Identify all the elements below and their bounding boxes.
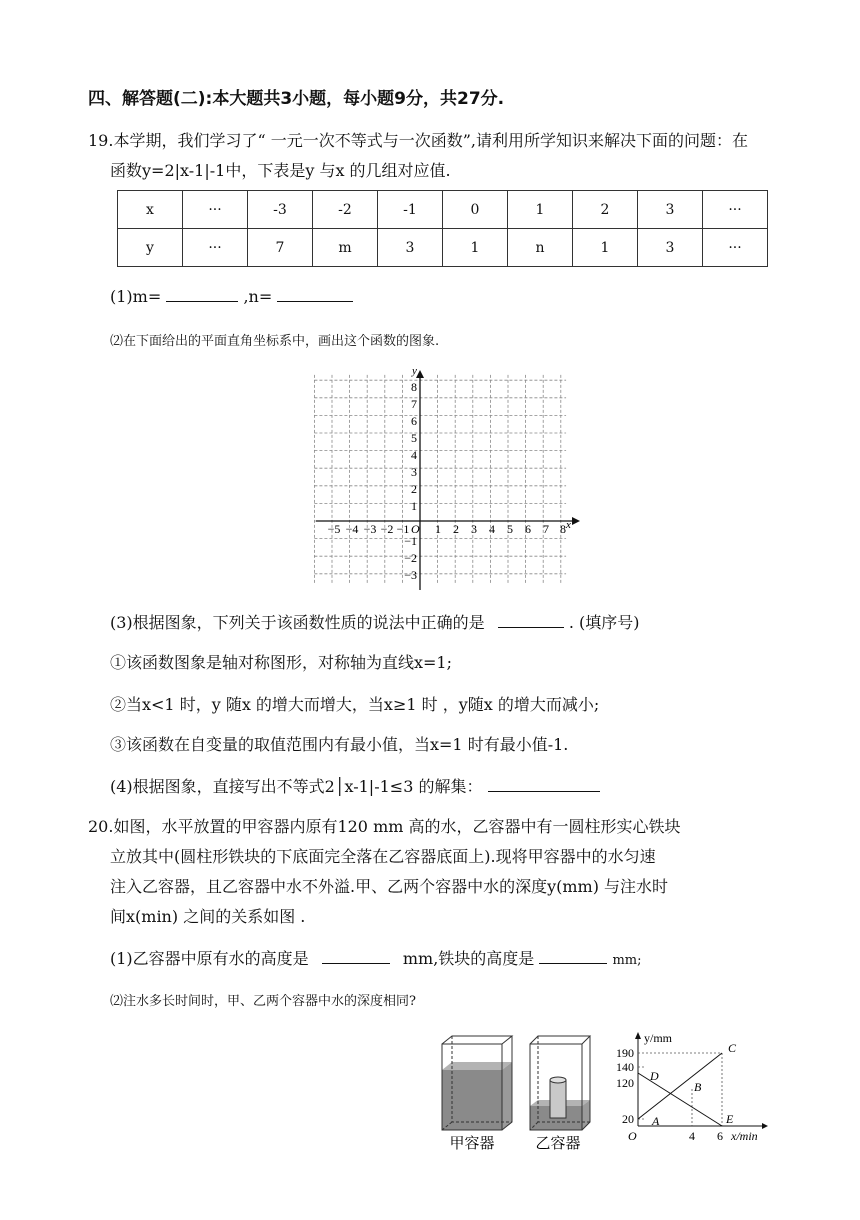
table-cell: 1 bbox=[443, 229, 508, 267]
x-tick-label: −5 bbox=[327, 522, 341, 536]
q19-part3 bbox=[110, 608, 640, 638]
graph-y-tick: 140 bbox=[616, 1060, 634, 1074]
q20-line1: 20.如图，水平放置的甲容器内原有120 mm 高的水，乙容器中有一圆柱形实心铁块 bbox=[88, 817, 681, 836]
graph-x-tick: 6 bbox=[717, 1129, 723, 1143]
x-axis-label: x bbox=[566, 519, 571, 531]
q20-line2: 立放其中(圆柱形铁块的下底面完全落在乙容器底面上).现将甲容器中的水匀速 bbox=[110, 847, 656, 866]
grid-lines bbox=[314, 375, 566, 584]
q19-part4-text: (4)根据图象，直接写出不等式2│x-1|-1≤3 的解集： bbox=[110, 777, 483, 796]
y-tick-label: 2 bbox=[411, 482, 417, 496]
point-label-b: B bbox=[694, 1080, 702, 1094]
y-tick-label: 6 bbox=[411, 414, 417, 428]
iron-cylinder-top bbox=[550, 1077, 566, 1083]
point-label-a: A bbox=[652, 1114, 660, 1128]
graph-guide-lines bbox=[638, 1053, 722, 1126]
graph-x-tick: 4 bbox=[689, 1129, 695, 1143]
y-tick-label: −2 bbox=[404, 551, 417, 565]
table-cell: ··· bbox=[183, 191, 248, 229]
y-tick-label: 7 bbox=[411, 397, 417, 411]
x-axis-arrow-icon bbox=[572, 517, 580, 525]
graph-y-label: y/mm bbox=[644, 1031, 673, 1045]
q20-part1 bbox=[110, 944, 642, 976]
q20-line4: 间x(min) 之间的关系如图 . bbox=[110, 907, 306, 926]
container-a-water-side bbox=[502, 1062, 512, 1130]
x-tick-label: 4 bbox=[489, 522, 495, 536]
q19-part1 bbox=[110, 282, 353, 312]
q19-part4 bbox=[110, 772, 600, 802]
q19-option-3: ③该函数在自变量的取值范围内有最小值，当x=1 时有最小值-1. bbox=[110, 735, 569, 754]
y-tick-label: 5 bbox=[411, 431, 417, 445]
q19-option-1: ①该函数图象是轴对称图形，对称轴为直线x=1; bbox=[110, 653, 453, 672]
point-label-c: C bbox=[728, 1041, 737, 1055]
graph-y-tick: 190 bbox=[616, 1046, 634, 1060]
x-tick-label: −2 bbox=[380, 522, 394, 536]
table-cell: 3 bbox=[638, 191, 703, 229]
table-cell: 3 bbox=[638, 229, 703, 267]
container-a-figure bbox=[430, 1030, 520, 1152]
table-cell: ··· bbox=[183, 229, 248, 267]
x-tick-label: 8 bbox=[560, 522, 566, 536]
coordinate-grid bbox=[310, 368, 580, 598]
answer-blank-n[interactable] bbox=[277, 285, 353, 302]
table-cell: -1 bbox=[378, 191, 443, 229]
table-cell: x bbox=[118, 191, 183, 229]
container-a-water bbox=[442, 1070, 502, 1130]
answer-blank-m[interactable] bbox=[166, 285, 238, 302]
origin-label: O bbox=[411, 522, 420, 536]
x-tick-label: −1 bbox=[396, 522, 410, 536]
answer-blank-water-height[interactable] bbox=[322, 947, 390, 964]
container-b-figure bbox=[518, 1030, 600, 1152]
q19-part3-text: (3)根据图象，下列关于该函数性质的说法中正确的是 bbox=[110, 613, 485, 632]
section-title: 四、解答题(二):本大题共3小题，每小题9分，共27分. bbox=[88, 89, 505, 109]
x-tick-label: 7 bbox=[543, 522, 549, 536]
y-tick-label: −3 bbox=[404, 568, 417, 582]
q20-line3: 注入乙容器，且乙容器中水不外溢.甲、乙两个容器中水的深度y(mm) 与注水时 bbox=[110, 877, 669, 896]
table-cell: -2 bbox=[313, 191, 378, 229]
graph-y-arrow-icon bbox=[635, 1032, 641, 1039]
iron-cylinder bbox=[550, 1080, 566, 1118]
table-cell: ··· bbox=[703, 229, 768, 267]
table-row bbox=[118, 191, 768, 229]
x-tick-label: 2 bbox=[453, 522, 459, 536]
depth-time-graph bbox=[604, 1028, 780, 1152]
graph-x-arrow-icon bbox=[762, 1123, 768, 1129]
values-table bbox=[117, 190, 768, 267]
answer-blank-part4[interactable] bbox=[488, 775, 600, 792]
x-tick-label: 6 bbox=[525, 522, 531, 536]
x-tick-labels bbox=[328, 522, 566, 536]
table-cell: 3 bbox=[378, 229, 443, 267]
q19-intro-line1: 19.本学期，我们学习了“ 一元一次不等式与一次函数”,请利用所学知识来解决下面的问题：在 bbox=[88, 131, 748, 150]
container-a-label: 甲容器 bbox=[449, 1136, 495, 1152]
graph-origin: O bbox=[628, 1129, 637, 1143]
table-cell: n bbox=[508, 229, 573, 267]
q19-part3-suffix: . (填序号) bbox=[568, 613, 640, 632]
table-cell: 1 bbox=[508, 191, 573, 229]
q20-part2: ⑵注水多长时间时，甲、乙两个容器中水的深度相同? bbox=[110, 994, 416, 1009]
y-tick-label: −1 bbox=[404, 534, 417, 548]
y-axis-arrow-icon bbox=[416, 370, 424, 378]
y-axis-label: y bbox=[412, 368, 417, 377]
point-label-e: E bbox=[726, 1112, 734, 1126]
line-yi-container bbox=[638, 1053, 722, 1119]
q20-part1-a: (1)乙容器中原有水的高度是 bbox=[110, 949, 309, 968]
y-tick-label: 4 bbox=[411, 448, 417, 462]
table-cell: 7 bbox=[248, 229, 313, 267]
y-tick-label: 8 bbox=[411, 380, 417, 394]
table-cell: ··· bbox=[703, 191, 768, 229]
table-cell: 2 bbox=[573, 191, 638, 229]
answer-blank-part3[interactable] bbox=[498, 611, 564, 628]
y-tick-label: 3 bbox=[411, 465, 417, 479]
q20-part1-b: mm,铁块的高度是 bbox=[402, 949, 535, 968]
q19-part2: ⑵在下面给出的平面直角坐标系中，画出这个函数的图象. bbox=[110, 334, 440, 349]
table-cell: y bbox=[118, 229, 183, 267]
graph-y-tick: 20 bbox=[622, 1112, 634, 1126]
x-tick-label: −4 bbox=[345, 522, 359, 536]
table-row bbox=[118, 229, 768, 267]
point-label-d: D bbox=[650, 1069, 659, 1083]
y-tick-label: 1 bbox=[411, 499, 417, 513]
graph-y-tick: 120 bbox=[616, 1076, 634, 1090]
x-tick-label: 5 bbox=[507, 522, 513, 536]
x-tick-label: 3 bbox=[471, 522, 477, 536]
table-cell: m bbox=[313, 229, 378, 267]
table-cell: 1 bbox=[573, 229, 638, 267]
table-cell: -3 bbox=[248, 191, 313, 229]
graph-x-label: x/min bbox=[731, 1129, 758, 1143]
q19-part1-prefix: (1)m= bbox=[110, 287, 162, 306]
x-tick-label: 1 bbox=[435, 522, 441, 536]
table-cell: 0 bbox=[443, 191, 508, 229]
answer-blank-iron-height[interactable] bbox=[539, 947, 607, 964]
y-tick-labels bbox=[404, 380, 417, 582]
q19-option-2: ②当x<1 时，y 随x 的增大而增大，当x≥1 时 ，y随x 的增大而减小; bbox=[110, 695, 600, 714]
q19-part1-mid: ,n= bbox=[243, 287, 273, 306]
x-tick-label: −3 bbox=[363, 522, 377, 536]
q20-part1-c: mm; bbox=[612, 953, 642, 968]
container-b-label: 乙容器 bbox=[535, 1136, 581, 1152]
q19-intro-line2: 函数y=2|x-1|-1中，下表是y 与x 的几组对应值. bbox=[110, 161, 451, 180]
